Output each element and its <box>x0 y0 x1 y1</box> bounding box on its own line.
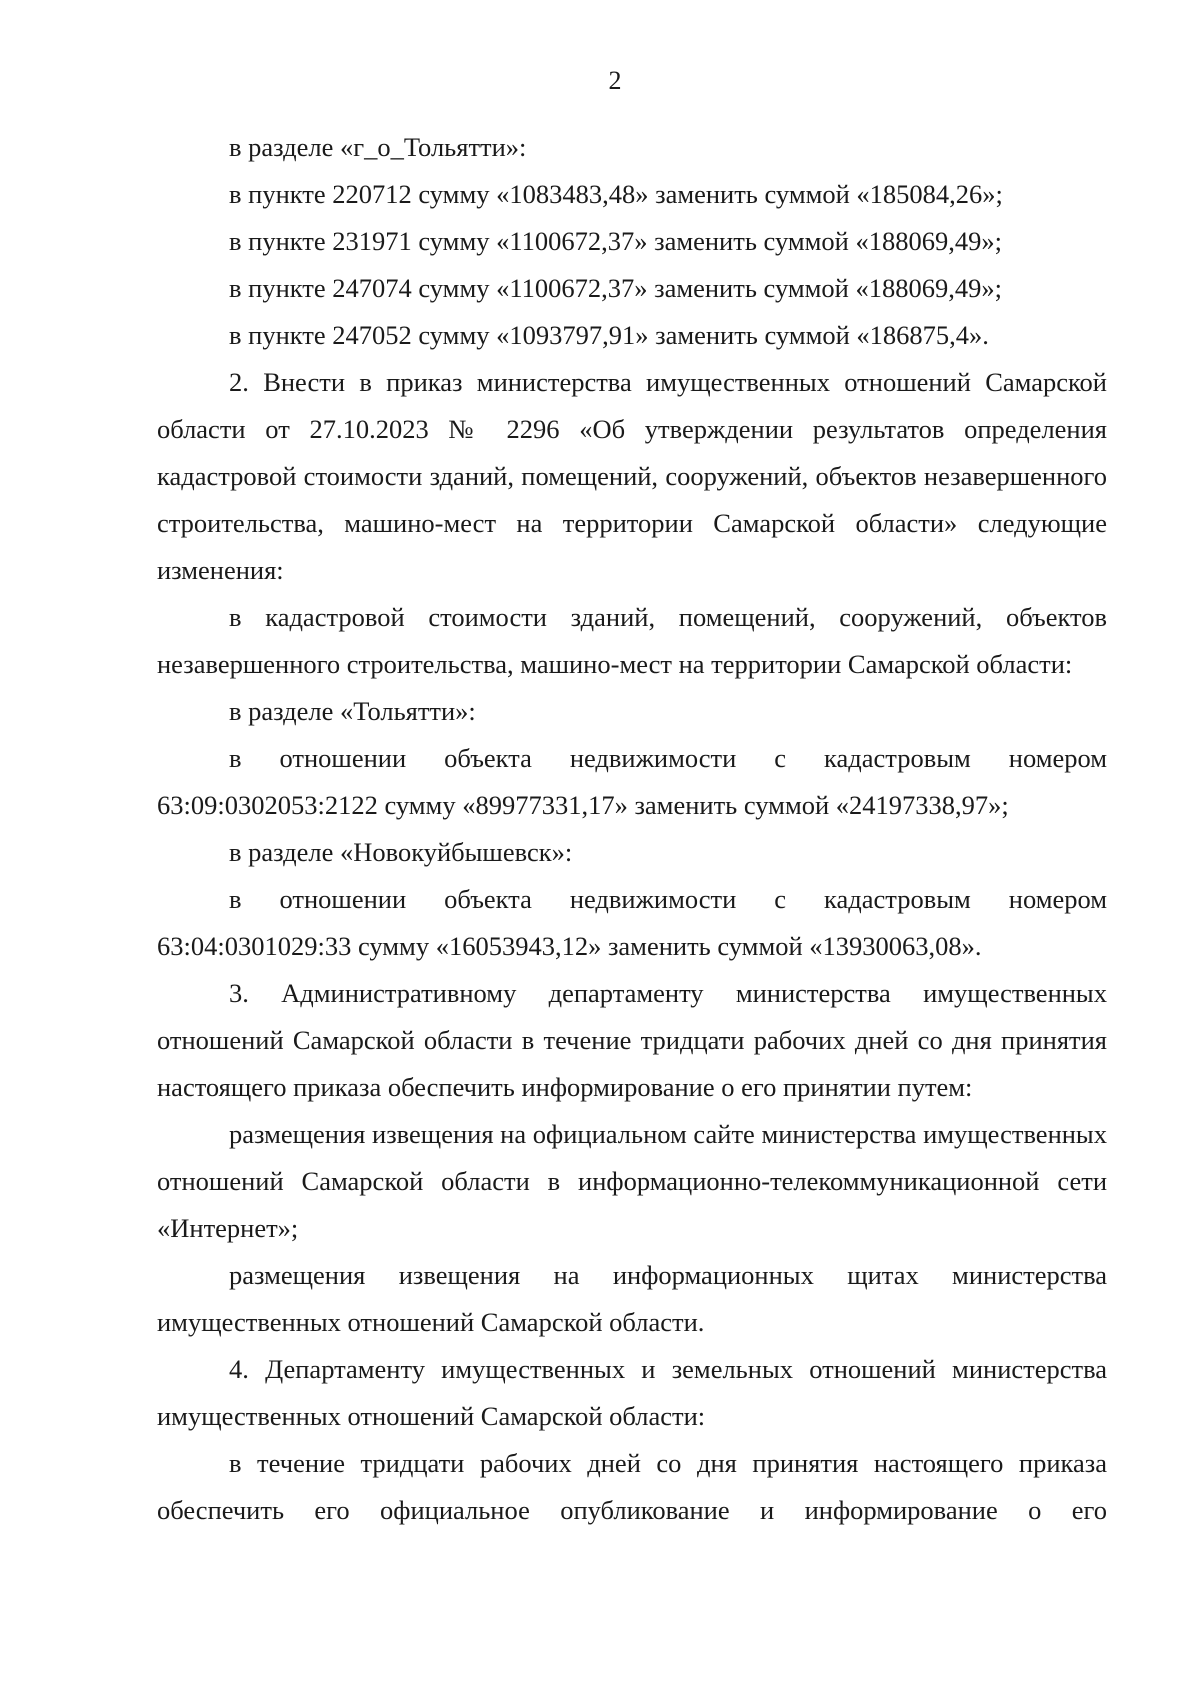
paragraph-object-togliatti: в отношении объекта недвижимости с кадастровым номером 63:09:0302053:2122 сумму «89977331,17» заменить суммой «24197338,97»; <box>157 743 1107 820</box>
paragraph-section-header-togliatti: в разделе «Тольятти»: <box>229 696 476 726</box>
paragraph-internet-notice: размещения извещения на официальном сайте министерства имущественных отношений Самарской области в информационно-телекоммуникационной сети «Интернет»; <box>157 1119 1107 1243</box>
paragraph-clause-3: 3. Административному департаменту министерства имущественных отношений Самарской области в течение тридцати рабочих дней со дня принятия настоящего приказа обеспечить информирование о его принятии путем: <box>157 978 1107 1102</box>
paragraph-section-header-novokuibyshevsk: в разделе «Новокуйбышевск»: <box>229 837 573 867</box>
paragraph-item-231971: в пункте 231971 сумму «1100672,37» заменить суммой «188069,49»; <box>229 226 1002 256</box>
paragraph-cadastral-value: в кадастровой стоимости зданий, помещений, сооружений, объектов незавершенного строительства, машино-мест на территории Самарской области: <box>157 602 1107 679</box>
paragraph-section-header-togliatti-go: в разделе «г_о_Тольятти»: <box>229 132 527 162</box>
paragraph-item-220712: в пункте 220712 сумму «1083483,48» заменить суммой «185084,26»; <box>229 179 1003 209</box>
page-number: 2 <box>608 66 622 95</box>
paragraph-object-novokuibyshevsk: в отношении объекта недвижимости с кадастровым номером 63:04:0301029:33 сумму «16053943,12» заменить суммой «13930063,08». <box>157 884 1107 961</box>
paragraph-item-247052: в пункте 247052 сумму «1093797,91» заменить суммой «186875,4». <box>229 320 989 350</box>
document-body <box>157 124 1107 1534</box>
paragraph-item-247074: в пункте 247074 сумму «1100672,37» заменить суммой «188069,49»; <box>229 273 1002 303</box>
paragraph-publication: в течение тридцати рабочих дней со дня принятия настоящего приказа обеспечить его официальное опубликование и информирование о его <box>157 1448 1107 1525</box>
paragraph-clause-2: 2. Внести в приказ министерства имущественных отношений Самарской области от 27.10.2023 № 2296 «Об утверждении результатов определения кадастровой стоимости зданий, помещений, сооружений, объектов незавершенного строительства, машино-мест на территории Самарской области» следующие изменения: <box>157 367 1107 585</box>
paragraph-clause-4: 4. Департаменту имущественных и земельных отношений министерства имущественных отношений Самарской области: <box>157 1354 1107 1431</box>
paragraph-boards-notice: размещения извещения на информационных щитах министерства имущественных отношений Самарской области. <box>157 1260 1107 1337</box>
